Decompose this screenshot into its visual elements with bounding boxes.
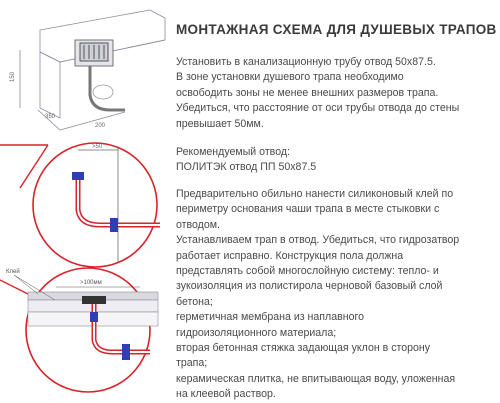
dim-150-label: 150 (10, 71, 16, 82)
instruction-line: бетона; (176, 295, 213, 308)
instruction-line: керамическая плитка, не впитывающая воду, уложенная (176, 372, 456, 385)
dim-bottom-label: 200 (95, 123, 106, 129)
instruction-line: периметру основания чаши трапа в месте стыковки с (176, 203, 440, 216)
instruction-line: зукоизоляция из полистирола черновой базовый слой (176, 280, 443, 293)
recommended-line: Рекомендуемый отвод: (176, 146, 290, 158)
recommended-block (176, 145, 494, 176)
instruction-line: трапа; (176, 357, 208, 370)
intro-line: освободить зоны не менее внешних размеров трапа. (176, 86, 439, 99)
instruction-line: на клеевой раствор. (176, 388, 276, 401)
instruction-line: представлять собой многослойную систему: тепло- и (176, 265, 439, 278)
instruction-line: Предварительно обильно нанести силиконовый клей по (176, 188, 454, 200)
installation-diagrams (0, 0, 170, 400)
instructions-block (176, 187, 494, 403)
intro-line: В зоне установки душевого трапа необходимо (176, 71, 404, 84)
recommended-line: ПОЛИТЭК отвод ПП 50х87.5 (176, 161, 317, 174)
intro-block (176, 55, 494, 132)
instruction-line: герметичная мембрана из наплавного (176, 311, 364, 324)
instruction-line: гидроизоляционного материала; (176, 326, 337, 339)
instruction-line: Устанавливаем трап в отвод. Убедиться, что гидрозатвор (176, 234, 460, 247)
dim-side-label: 350 (45, 114, 56, 120)
instruction-line: отводом. (176, 218, 220, 231)
intro-line: Убедиться, что расстояние от оси трубы отвода до стены (176, 102, 460, 115)
dim-100-label: >100мм (80, 280, 102, 286)
glue-label: Клей (6, 269, 20, 275)
instruction-line: работает исправно. Конструкция пола должна (176, 249, 404, 262)
dim-50-label: >50 (92, 144, 103, 150)
instruction-line: вторая бетонная стяжка задающая уклон в сторону (176, 342, 431, 355)
elbow-detail (0, 143, 160, 267)
isometric-sketch (20, 10, 165, 130)
floor-section-detail (0, 268, 158, 392)
intro-line: Установить в канализационную трубу отвод 50х87.5. (176, 56, 436, 68)
intro-line: превышает 50мм. (176, 117, 264, 130)
page-title: МОНТАЖНАЯ СХЕМА ДЛЯ ДУШЕВЫХ ТРАПОВ (176, 22, 497, 37)
